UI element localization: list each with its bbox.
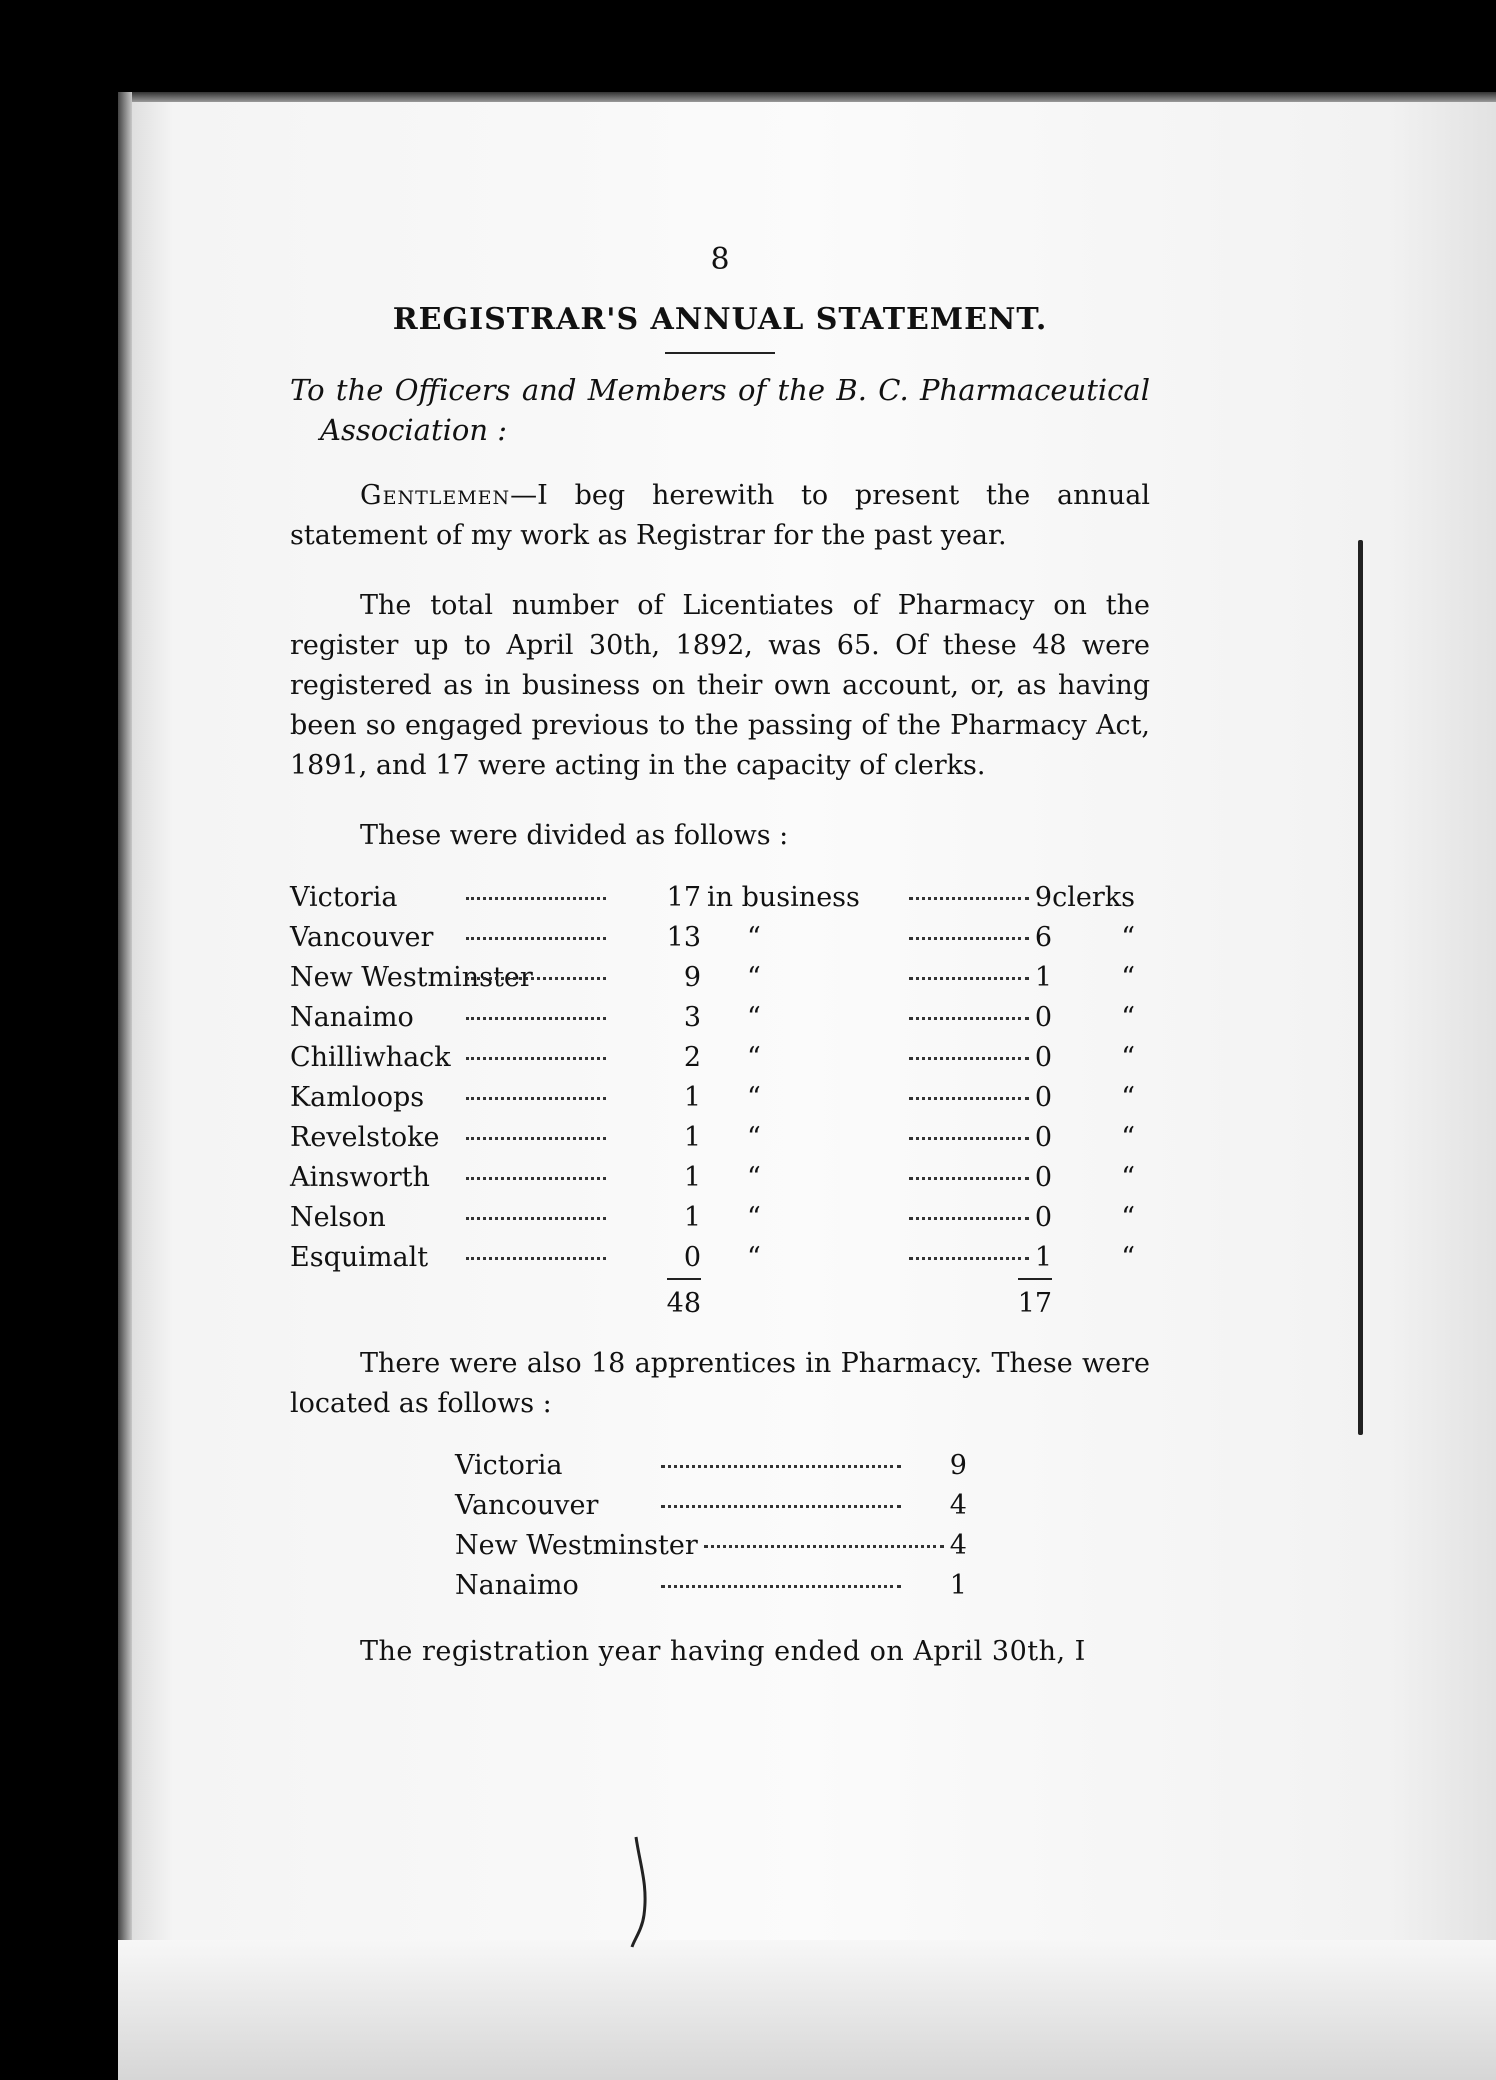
table-row <box>455 1446 967 1486</box>
ditto-mark: “ <box>1121 1162 1135 1193</box>
table-row <box>290 958 1135 998</box>
ditto-mark: “ <box>1121 922 1135 953</box>
apprentice-town: Victoria <box>455 1450 563 1481</box>
clerk-cell <box>865 1198 1052 1238</box>
clerk-count: 0 <box>1034 1202 1053 1233</box>
town-cell <box>290 1078 625 1118</box>
apprentice-count: 4 <box>949 1490 967 1521</box>
ditto-mark: “ <box>747 1042 761 1073</box>
clerk-cell <box>865 1078 1052 1118</box>
clerk-count: 1 <box>1034 1242 1053 1273</box>
table-row <box>290 1238 1135 1278</box>
table-row <box>290 918 1135 958</box>
leader-dots <box>909 897 1029 900</box>
business-count: 1 <box>683 1082 702 1113</box>
business-count: 1 <box>683 1202 702 1233</box>
business-count: 2 <box>683 1042 702 1073</box>
town-name: Vancouver <box>290 922 434 953</box>
town-cell <box>290 998 625 1038</box>
clerk-count: 0 <box>1034 1162 1053 1193</box>
apprentice-town: Nanaimo <box>455 1570 579 1601</box>
town-cell <box>290 1198 625 1238</box>
leader-dots <box>466 1097 606 1100</box>
ditto-mark: “ <box>1121 962 1135 993</box>
ditto-mark: “ <box>747 962 761 993</box>
apprentice-town: New Westminster <box>455 1530 698 1561</box>
apprentice-count: 9 <box>949 1450 967 1481</box>
town-cell <box>290 1038 625 1078</box>
table-row <box>455 1566 967 1606</box>
leader-dots <box>704 1545 944 1548</box>
leader-dots <box>466 937 606 940</box>
leader-dots <box>909 1017 1029 1020</box>
town-cell <box>290 1158 625 1198</box>
page-number: 8 <box>710 242 730 277</box>
business-label-cell <box>707 878 865 918</box>
ditto-mark: “ <box>747 1162 761 1193</box>
clerk-count: 6 <box>1034 922 1053 953</box>
ditto-mark: “ <box>747 1002 761 1033</box>
apprentices-table-body <box>455 1446 967 1606</box>
clerk-cell <box>865 1158 1052 1198</box>
ditto-mark: “ <box>747 1082 761 1113</box>
leader-dots <box>909 977 1029 980</box>
leader-dots <box>661 1505 901 1508</box>
leader-dots <box>661 1465 901 1468</box>
business-label-cell <box>707 1118 865 1158</box>
clerk-cell <box>865 1118 1052 1158</box>
apprentice-count: 4 <box>949 1530 967 1561</box>
town-cell <box>290 918 625 958</box>
business-count: 0 <box>683 1242 702 1273</box>
business-label-cell <box>707 998 865 1038</box>
town-name: New Westminster <box>290 962 533 993</box>
division-intro: These were divided as follows : <box>360 820 789 851</box>
town-name: Revelstoke <box>290 1122 440 1153</box>
apprentice-count: 1 <box>949 1570 967 1601</box>
ditto-mark: “ <box>747 922 761 953</box>
salutation-paragraph <box>290 476 1150 556</box>
apprentice-town-cell <box>455 1446 950 1486</box>
business-label-cell <box>707 918 865 958</box>
clerk-count: 0 <box>1034 1122 1053 1153</box>
clerk-cell <box>865 918 1052 958</box>
clerk-cell <box>865 1238 1052 1278</box>
apprentice-town-cell <box>455 1566 950 1606</box>
pencil-mark <box>630 1835 660 1950</box>
towns-table-body <box>290 878 1135 1278</box>
table-row <box>290 1198 1135 1238</box>
town-name: Esquimalt <box>290 1242 429 1273</box>
leader-dots <box>909 1177 1029 1180</box>
leader-dots <box>909 1257 1029 1260</box>
table-row <box>290 998 1135 1038</box>
towns-table <box>290 878 1135 1324</box>
clerk-cell <box>865 878 1052 918</box>
ditto-mark: “ <box>1121 1242 1135 1273</box>
leader-dots <box>909 937 1029 940</box>
business-label-cell <box>707 1038 865 1078</box>
clerk-cell <box>865 958 1052 998</box>
paper-bottom-shadow <box>118 1940 1496 2080</box>
business-count: 17 <box>666 882 702 913</box>
licentiates-paragraph: The total number of Licentiates of Pharmacy on the register up to April 30th, 1892, was 65. Of these 48 were registered as in business on their own account, or, as having been so engaged previous to the passing of the Pharmacy Act, 1891, and 17 were acting in the capacity of clerks. <box>290 590 1150 781</box>
ditto-mark: “ <box>1121 1002 1135 1033</box>
leader-dots <box>466 1217 606 1220</box>
table-row <box>290 1158 1135 1198</box>
apprentice-town-cell <box>455 1486 950 1526</box>
ditto-mark: “ <box>747 1242 761 1273</box>
ditto-mark: “ <box>1121 1042 1135 1073</box>
business-label-cell <box>707 1078 865 1118</box>
table-row <box>290 1118 1135 1158</box>
apprentices-table <box>455 1446 967 1606</box>
leader-dots <box>909 1137 1029 1140</box>
business-label-cell <box>707 1238 865 1278</box>
closing-line: The registration year having ended on April 30th, I <box>360 1636 1086 1667</box>
clerk-count: 0 <box>1034 1042 1053 1073</box>
table-row <box>290 1038 1135 1078</box>
margin-rule-line <box>1358 540 1363 1435</box>
table-row <box>290 878 1135 918</box>
salutation: Gentlemen <box>360 480 511 511</box>
apprentice-town-cell <box>455 1526 950 1566</box>
clerk-count: 1 <box>1034 962 1053 993</box>
clerk-cell <box>865 998 1052 1038</box>
town-cell <box>290 1238 625 1278</box>
document-page <box>290 240 1150 1672</box>
business-label-cell <box>707 1158 865 1198</box>
leader-dots <box>909 1097 1029 1100</box>
leader-dots <box>466 897 606 900</box>
town-name: Kamloops <box>290 1082 425 1113</box>
business-label-cell <box>707 958 865 998</box>
clerk-count: 0 <box>1034 1082 1053 1113</box>
table-row <box>290 1078 1135 1118</box>
business-count: 1 <box>683 1162 702 1193</box>
apprentice-town: Vancouver <box>455 1490 599 1521</box>
clerk-count: 0 <box>1034 1002 1053 1033</box>
table-row <box>455 1526 967 1566</box>
business-label-cell <box>707 1198 865 1238</box>
leader-dots <box>909 1057 1029 1060</box>
total-business: 48 <box>667 1278 701 1324</box>
ditto-mark: “ <box>1121 1202 1135 1233</box>
page-title: REGISTRAR'S ANNUAL STATEMENT. <box>392 302 1048 337</box>
total-clerks: 17 <box>1018 1278 1052 1324</box>
clerk-cell <box>865 1038 1052 1078</box>
totals-row <box>290 1278 1135 1324</box>
clerk-count: 9 <box>1034 882 1053 913</box>
leader-dots <box>661 1585 901 1588</box>
business-count: 3 <box>683 1002 702 1033</box>
business-count: 9 <box>683 962 702 993</box>
leader-dots <box>909 1217 1029 1220</box>
town-cell <box>290 878 625 918</box>
town-cell <box>290 958 625 998</box>
business-count: 13 <box>666 922 702 953</box>
paper-top-edge <box>118 92 1496 102</box>
clerks-label: clerks <box>1052 882 1135 913</box>
leader-dots <box>466 1057 606 1060</box>
title-rule <box>665 352 775 354</box>
business-count: 1 <box>683 1122 702 1153</box>
leader-dots <box>466 977 606 980</box>
town-name: Nelson <box>290 1202 386 1233</box>
leader-dots <box>466 1017 606 1020</box>
leader-dots <box>466 1137 606 1140</box>
leader-dots <box>466 1177 606 1180</box>
leader-dots <box>466 1257 606 1260</box>
salutation-text: —I beg herewith to present the annual statement of my work as Registrar for the past year. <box>290 480 1150 551</box>
town-cell <box>290 1118 625 1158</box>
ditto-mark: “ <box>747 1122 761 1153</box>
address-line: To the Officers and Members of the B. C. Pharmaceutical Association : <box>290 373 1150 447</box>
ditto-mark: “ <box>747 1202 761 1233</box>
town-name: Nanaimo <box>290 1002 414 1033</box>
table-row <box>455 1486 967 1526</box>
ditto-mark: “ <box>1121 1082 1135 1113</box>
apprentices-paragraph: There were also 18 apprentices in Pharmacy. These were located as follows : <box>290 1348 1150 1419</box>
town-name: Chilliwhack <box>290 1042 451 1073</box>
ditto-mark: “ <box>1121 1122 1135 1153</box>
town-name: Victoria <box>290 882 398 913</box>
in-business-label: in business <box>707 882 860 913</box>
town-name: Ainsworth <box>290 1162 430 1193</box>
paper-left-edge <box>118 92 132 2080</box>
